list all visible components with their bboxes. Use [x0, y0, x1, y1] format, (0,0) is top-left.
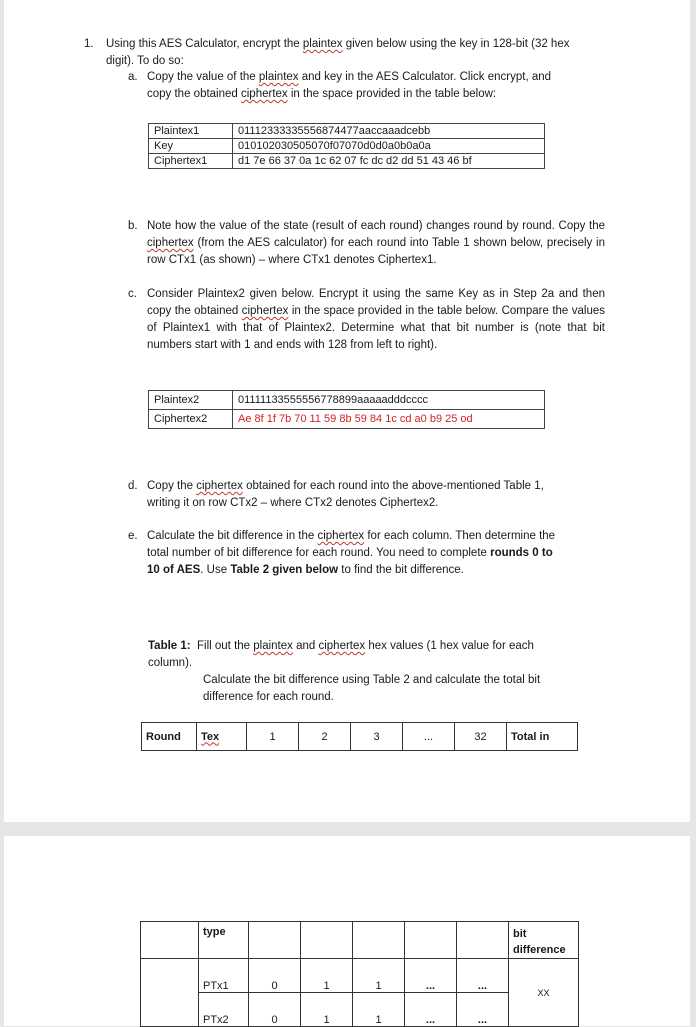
- table-row: [141, 959, 579, 993]
- header-round: Round: [142, 723, 197, 751]
- row-label: Ciphertex1: [149, 154, 233, 169]
- plaintext2-table: [148, 390, 545, 429]
- round-header-table: [141, 722, 578, 751]
- item-b-label: b.: [128, 220, 138, 232]
- row-type: PTx1: [199, 959, 249, 993]
- bit-difference-value: XX: [509, 959, 579, 1027]
- row-label: Plaintex2: [149, 391, 233, 410]
- table-row: [149, 391, 545, 410]
- cell: 1: [301, 959, 353, 993]
- item-d-text: Copy the ciphertex obtained for each round into the above-mentioned Table 1, writing it on row CTx2 – where CTx2 denotes Ciphertex2.: [147, 480, 544, 509]
- table-header-row: [142, 723, 578, 751]
- table-row: [149, 124, 545, 139]
- document-page-2: [4, 836, 690, 1026]
- cell: [249, 922, 301, 959]
- bit-difference-table: [140, 921, 579, 1027]
- cell: [405, 922, 457, 959]
- header-total: Total in: [507, 723, 578, 751]
- item-d-label: d.: [128, 480, 138, 492]
- row-type: PTx2: [199, 993, 249, 1027]
- table-header-row: [141, 922, 579, 959]
- cell: [301, 922, 353, 959]
- cell: ...: [457, 959, 509, 993]
- item-b-text: Note how the value of the state (result of each round) changes round by round. Copy the ciphertex (from the AES calculator) for each round into Table 1 shown below, precisely in row CTx1 (as shown) – where CTx1 denotes Ciphertex1.: [147, 220, 605, 266]
- item-c-text: Consider Plaintex2 given below. Encrypt it using the same Key as in Step 2a and then copy the obtained ciphertex in the space provided in the table below. Compare the values of Plaintex1 with that of Plaintex2. Determine what that bit number is (note that bit numbers start with 1 and ends with 128 from left to right).: [147, 288, 605, 351]
- cell: 0: [249, 993, 301, 1027]
- table-1-note: Calculate the bit difference using Table 2 and calculate the total bit difference for each round.: [203, 674, 541, 703]
- header-col-2: 2: [299, 723, 351, 751]
- table-row: [149, 139, 545, 154]
- plaintext1-key-table: [148, 123, 545, 169]
- cell: [457, 922, 509, 959]
- table-row: [149, 154, 545, 169]
- header-type: type: [199, 922, 249, 959]
- row-label: Key: [149, 139, 233, 154]
- row-label: Plaintex1: [149, 124, 233, 139]
- item-a-label: a.: [128, 71, 138, 83]
- item-e-label: e.: [128, 530, 138, 542]
- cell: 1: [353, 993, 405, 1027]
- header-col-32: 32: [455, 723, 507, 751]
- row-label: Ciphertex2: [149, 410, 233, 429]
- key-value: 010102030505070f07070d0d0a0b0a0a: [233, 139, 545, 154]
- document-page-1: [4, 0, 690, 822]
- plaintext1-value: 01112333335556874477aaccaaadcebb: [233, 124, 545, 139]
- header-tex: Tex: [197, 723, 247, 751]
- cell: 0: [249, 959, 301, 993]
- header-col-ellipsis: ...: [403, 723, 455, 751]
- question-1-text: Using this AES Calculator, encrypt the plaintex given below using the key in 128-bit (32 hex digit). To do so:: [106, 38, 570, 67]
- ciphertext2-value: Ae 8f 1f 7b 70 11 59 8b 59 84 1c cd a0 b9 25 od: [233, 410, 545, 429]
- table-row: [149, 410, 545, 429]
- question-number: 1.: [84, 38, 94, 50]
- cell: 1: [301, 993, 353, 1027]
- header-col-1: 1: [247, 723, 299, 751]
- ciphertext1-value: d1 7e 66 37 0a 1c 62 07 fc dc d2 dd 51 43 46 bf: [233, 154, 545, 169]
- item-a-text: Copy the value of the plaintex and key in the AES Calculator. Click encrypt, and copy the obtained ciphertex in the space provided in the table below:: [147, 71, 552, 100]
- cell: [353, 922, 405, 959]
- round-cell: [141, 959, 199, 1027]
- header-bit-difference: bit difference: [509, 922, 579, 959]
- plaintext2-value: 01111133555556778899aaaaadddcccc: [233, 391, 545, 410]
- table-1-caption: Table 1: Fill out the plaintex and ciphertex hex values (1 hex value for each column).: [148, 640, 534, 669]
- cell: ...: [405, 959, 457, 993]
- header-col-3: 3: [351, 723, 403, 751]
- cell: 1: [353, 959, 405, 993]
- cell: ...: [405, 993, 457, 1027]
- cell: [141, 922, 199, 959]
- cell: ...: [457, 993, 509, 1027]
- item-e-text: Calculate the bit difference in the ciphertex for each column. Then determine the total number of bit difference for each round. You need to complete rounds 0 to 10 of AES. Use Table 2 given below to find the bit difference.: [147, 530, 556, 576]
- item-c-label: c.: [128, 288, 137, 300]
